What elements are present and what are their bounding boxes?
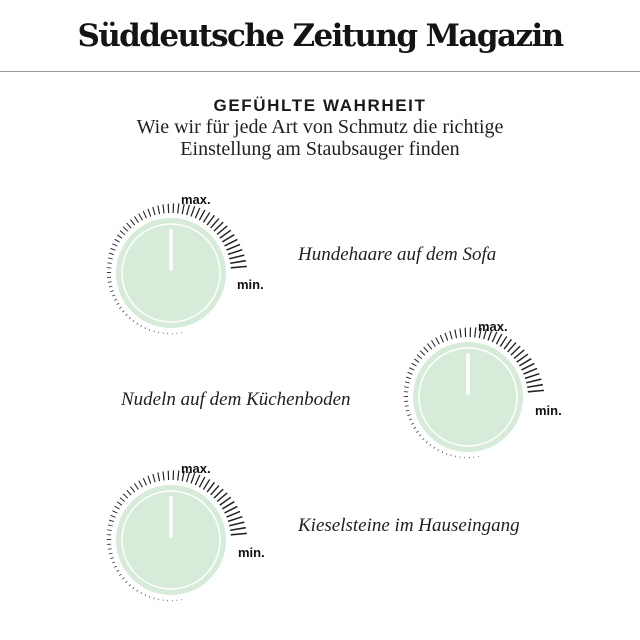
dial-tick [115, 239, 120, 242]
dial-tick [148, 209, 151, 217]
dial-tick [408, 372, 413, 374]
dial-tick [203, 479, 209, 489]
dial-tick [226, 511, 240, 517]
dial-pointer [169, 229, 173, 271]
dial-tick [440, 335, 443, 342]
dial-tick [108, 525, 113, 526]
dial-tick [148, 476, 151, 484]
dial-tick [111, 248, 116, 250]
dial-tick [438, 449, 439, 451]
dial-tick [134, 216, 138, 222]
dial-pointer [169, 496, 173, 538]
dial-tick [225, 239, 238, 245]
dial-tick [114, 299, 117, 300]
dial-tick [119, 307, 121, 309]
dial-tick [108, 549, 112, 550]
dial-tick [420, 351, 425, 356]
dial-tick [109, 520, 114, 522]
dial-tick [123, 227, 128, 232]
dial-tick [143, 478, 146, 485]
dial-tick [153, 474, 155, 482]
dial-tick [163, 471, 164, 480]
dial-tick [406, 377, 411, 379]
dial-tick [137, 323, 138, 325]
dial-tick [117, 502, 122, 505]
dial-tick [137, 590, 138, 592]
dial-tick [126, 314, 128, 316]
dial-tick [139, 481, 143, 488]
dial-tick [228, 517, 242, 522]
dial-tick [230, 528, 246, 531]
dial-min-label: min. [238, 545, 265, 560]
dial-label-hundehaare: Hundehaare auf dem Sofa [298, 244, 497, 265]
dial-tick [134, 483, 138, 489]
dial-tick [133, 320, 134, 322]
dial-tick [527, 385, 543, 388]
dial-tick [417, 355, 422, 359]
dial-tick [455, 330, 457, 339]
dial-tick [112, 562, 115, 563]
dial-tick [119, 574, 121, 576]
dial-tick [500, 336, 506, 346]
dial-tick [226, 244, 240, 250]
dial-tick [149, 596, 150, 598]
dial-tick [122, 311, 124, 313]
dial-tick [145, 594, 146, 596]
dial-tick [460, 328, 461, 337]
dial-tick [424, 347, 429, 352]
dial-tick [404, 387, 409, 388]
dial-max-label: max. [181, 192, 211, 207]
dial-tick [442, 451, 443, 453]
dial-hundehaare [107, 192, 264, 334]
dial-tick [153, 207, 155, 215]
dial-max-label: max. [478, 319, 508, 334]
headline-kicker: GEFÜHLTE WAHRHEIT [213, 96, 427, 115]
dial-tick [130, 487, 134, 493]
dial-tick [496, 334, 501, 344]
publication-logo: Süddeutsche Zeitung Magazin [77, 18, 563, 54]
dial-tick [207, 215, 214, 225]
dial-min-label: min. [237, 277, 264, 292]
dial-tick [109, 286, 113, 287]
dial-tick [120, 498, 125, 502]
dial-tick [107, 530, 112, 531]
dial-tick [111, 515, 116, 517]
dial-tick [522, 363, 535, 369]
dial-tick [528, 390, 544, 391]
dial-tick [163, 204, 164, 213]
dial-tick [445, 333, 448, 341]
dial-tick [406, 410, 410, 411]
dial-tick [409, 419, 412, 420]
dial-tick [436, 338, 440, 345]
dial-tick [126, 581, 128, 583]
dial-tick [110, 558, 113, 559]
dial-tick [405, 406, 409, 407]
headline-subtitle-line-2: Einstellung am Staubsauger finden [180, 138, 460, 160]
headline-subtitle-line-1: Wie wir für jede Art von Schmutz die richtige [136, 116, 504, 138]
dial-tick [149, 329, 150, 331]
dial-tick [117, 570, 119, 571]
dial-tick [117, 303, 119, 304]
dial-tick [475, 327, 476, 337]
dial-tick [207, 482, 214, 492]
dial-tick [110, 291, 113, 292]
dial-tick [229, 522, 244, 526]
dial-tick [423, 438, 425, 440]
dial-tick [120, 231, 125, 235]
dial-tick [114, 566, 117, 567]
dial-tick [139, 214, 143, 221]
dial-tick [431, 340, 435, 346]
dial-tick [419, 435, 421, 437]
dial-tick [199, 477, 204, 487]
dial-tick [107, 263, 112, 264]
dial-tick [405, 382, 410, 383]
dial-tick [230, 261, 246, 264]
dial-tick [141, 325, 142, 327]
dial-tick [129, 317, 131, 319]
dial-tick [129, 584, 131, 586]
dial-min-label: min. [535, 403, 562, 418]
dial-tick [430, 444, 431, 446]
dial-label-kieselsteine: Kieselsteine im Hauseingang [298, 515, 520, 536]
dial-kieselsteine [107, 461, 265, 601]
dial-tick [109, 553, 113, 554]
dial-tick [108, 258, 113, 259]
dial-tick [446, 453, 447, 455]
dial-tick [109, 253, 114, 255]
dial-tick [414, 427, 416, 428]
dial-tick [112, 295, 115, 296]
dial-tick [231, 533, 247, 534]
dial-tick [108, 282, 112, 283]
dial-tick [407, 415, 410, 416]
dial-tick [525, 374, 539, 379]
dial-tick [115, 506, 120, 509]
dial-tick [112, 511, 117, 513]
dial-tick [191, 206, 195, 216]
dial-tick [199, 210, 204, 220]
dial-tick [127, 490, 132, 495]
dial-tick [178, 470, 179, 480]
dial-tick [112, 244, 117, 246]
dial-tick [127, 223, 132, 228]
dial-tick [178, 203, 179, 213]
dial-tick [426, 441, 428, 443]
dial-tick [523, 368, 537, 374]
dial-nudeln [404, 319, 562, 458]
dial-tick [414, 359, 419, 362]
dial-tick [195, 475, 200, 485]
dial-max-label: max. [181, 461, 211, 476]
dial-tick [504, 339, 511, 349]
dial-tick [141, 592, 142, 594]
dial-tick [158, 473, 160, 482]
dial-tick [450, 331, 452, 339]
dial-tick [427, 344, 431, 350]
dial-tick [411, 423, 414, 424]
dial-tick [123, 494, 128, 499]
dial-tick [158, 206, 160, 215]
dial-tick [130, 220, 134, 226]
dial-tick [412, 363, 417, 366]
dial-tick [526, 379, 541, 383]
dial-tick [231, 266, 247, 267]
dial-tick [409, 368, 414, 370]
dial-tick [143, 211, 146, 218]
dial-pointer [466, 353, 470, 395]
dial-tick [195, 208, 200, 218]
dial-tick [203, 212, 209, 222]
dial-tick [434, 447, 435, 449]
dial-tick [228, 250, 242, 255]
dial-tick [229, 255, 244, 259]
dial-tick [133, 587, 134, 589]
dial-tick [117, 235, 122, 238]
dial-tick [416, 431, 418, 433]
dial-tick [145, 327, 146, 329]
dial-label-nudeln: Nudeln auf dem Küchenboden [121, 389, 351, 410]
dial-tick [122, 578, 124, 580]
dial-tick [225, 506, 238, 512]
